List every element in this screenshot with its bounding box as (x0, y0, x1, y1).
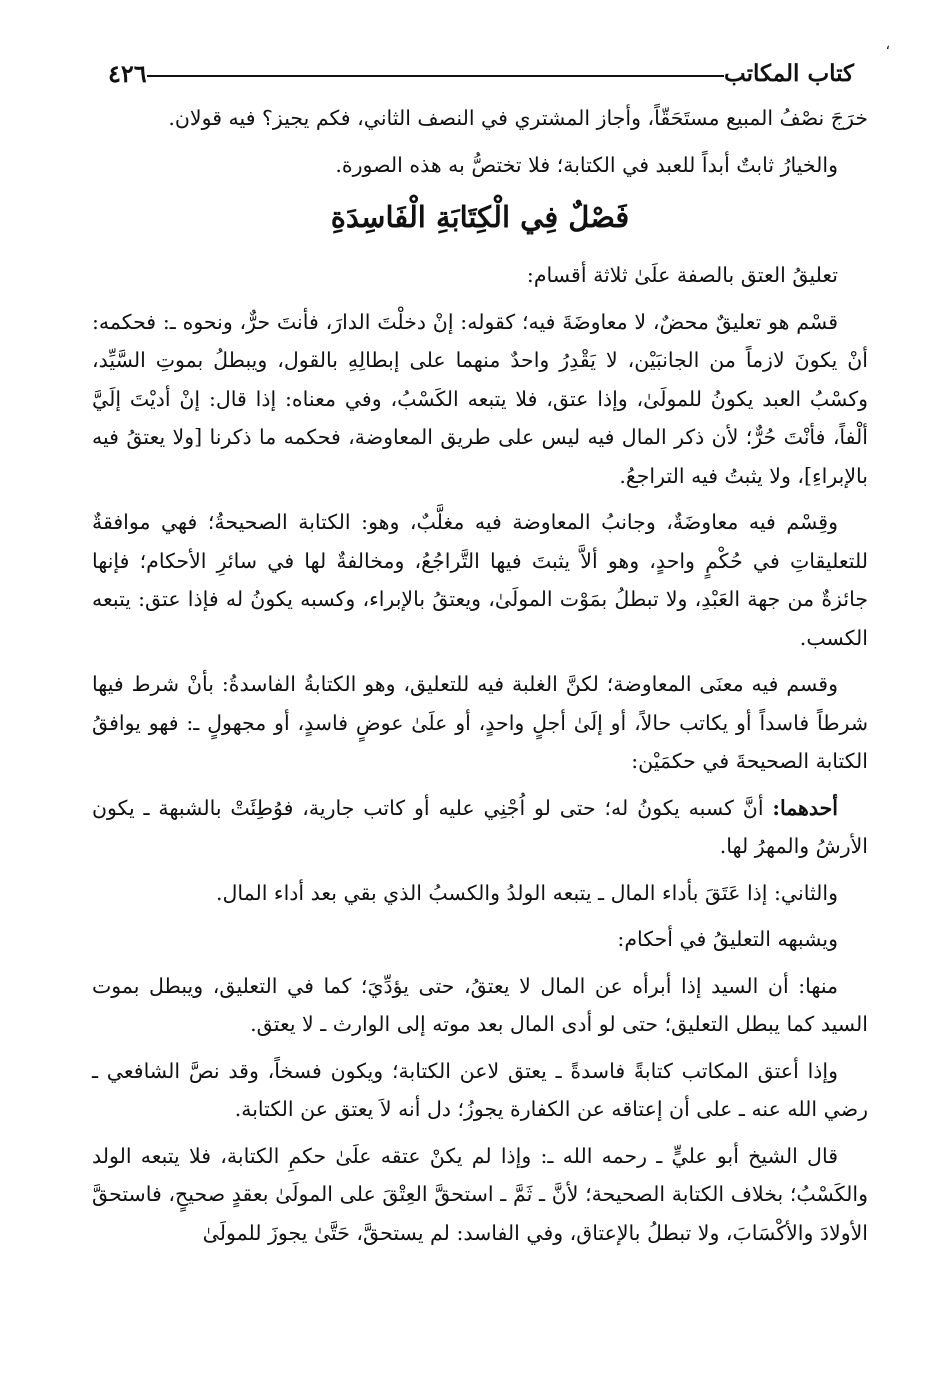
paragraph-11: وإذا أعتق المكاتب كتابةً فاسدةً ـ يعتق لاعن الكتابة؛ ويكون فسخاً، وقد نصَّ الشافعي ـ رضي الله عنه ـ على أن إعتاقه عن الكفارة يجوزُ؛ دل أنه لاَ يعتق عن الكتابة. (92, 1058, 868, 1121)
paragraph-8: والثاني: إذا عَتَقَ بأداء المال ـ يتبعه الولدُ والكسبُ الذي بقي بعد أداء المال. (215, 880, 838, 905)
paragraph-7-lead: أحدهما: (772, 795, 838, 820)
paragraph-12: قال الشيخ أبو عليٍّ ـ رحمه الله ـ: وإذا لم يكنْ عتقه علَىٰ حكمِ الكتابة، فلا يتبعه الولد والكَسْبُ؛ بخلاف الكتابة الصحيحة؛ لأنَّ ـ ثَمَّ ـ استحقَّ العِتْقَ على المولَىٰ بعقدٍ صحيحٍ، فاستحقَّ الأولادَ والأكْسَابَ، ولا تبطلُ بالإعتاق، وفي الفاسد: لم يستحقَّ، حَتَّىٰ يجوزَ للمولَىٰ (92, 1143, 868, 1245)
page-body (92, 99, 868, 1260)
page-number: ٤٢٦ (108, 58, 147, 88)
corner-mark: ، (885, 37, 890, 53)
paragraph-3: تعليقُ العتق بالصفة علَىٰ ثلاثة أقسام: (526, 263, 838, 287)
paragraph-4: قسْم هو تعليقٌ محضٌ، لا معاوضَةَ فيه؛ كقوله: إنْ دخلْتَ الدارَ، فأنتَ حرٌّ، ونحوه ـ: فحكمه: أنْ يكونَ لازماً من الجانبَيْن، لا يَقْدِرُ واحدٌ منهما على إبطالِهِ بالقول، ويبطلُ بموتِ السَّيِّد، وكسْبُ العبد يكونُ للمولَىٰ، وإذا عتق، فلا يتبعه الكَسْبُ، وفي معناه: إذا قال: إنْ أديْتَ إلَيَّ ألْفاً، فأنْتَ حُرٌّ؛ لأن ذكر المال فيه ليس على طريق المعاوضة، فحكمه ما ذكرنا [ولا يعتقُ فيه بالإبراءِ]، ولا يثبتُ فيه التراجعُ. (92, 309, 868, 488)
paragraph-7-text: أنَّ كسبه يكونُ له؛ حتى لو اُجْنِي عليه أو كاتب جارية، فوُطِئَتْ بالشبهة ـ يكون الأرشُ والمهرُ لها. (92, 795, 868, 858)
header-rule (147, 75, 724, 77)
paragraph-2: والخيارُ ثابتٌ أبداً للعبد في الكتابة؛ فلا تختصُّ به هذه الصورة. (335, 152, 838, 177)
running-title: كتاب المكاتب (724, 59, 854, 87)
paragraph-1: خرَجَ نصْفُ المبيع مستَحَقّاً، وأجاز المشتري في النصف الثاني، فكم يجيز؟ فيه قولان. (168, 106, 868, 130)
paragraph-5: وقِسْم فيه معاوضَةٌ، وجانبُ المعاوضة فيه مغلَّبٌ، وهو: الكتابة الصحيحةُ؛ فهي موافقةٌ للتعليقاتِ في حُكْمٍ واحدٍ، وهو ألاَّ يثبتَ فيها التَّراجُعُ، ومخالفةٌ لها في سائرِ الأحكام؛ فإنها جائزةٌ من جهة العَبْدِ، ولا تبطلُ بمَوْت المولَىٰ، ويعتقُ بالإبراء، وكسبه يكونُ له فإذا عتق: يتبعه الكسب. (92, 510, 868, 650)
paragraph-6: وقسم فيه معنَى المعاوضة؛ لكنَّ الغلبة فيه للتعليق، وهو الكتابةُ الفاسدةُ: بأنْ شرط فيها شرطاً فاسداً أو يكاتب حالاً، أو إلَىٰ أجلٍ واحدٍ، أو علَىٰ عوضٍ فاسدٍ، أو مجهولٍ ـ: فهو يوافقُ الكتابة الصحيحةَ في حكمَيْن: (92, 672, 868, 773)
paragraph-10: منها: أن السيد إذا أبرأه عن المال لا يعتقُ، حتى يؤدِّيَ؛ كما في التعليق، ويبطل بموت السيد كما يبطل التعليق؛ حتى لو أدى المال بعد موته إلى الوارث ـ لا يعتق. (92, 973, 868, 1036)
paragraph-7 (92, 789, 868, 866)
paragraph-9: ويشبهه التعليقُ في أحكام: (617, 927, 838, 951)
section-title: فَصْلٌ فِي الْكِتَابَةِ الْفَاسِدَةِ (330, 200, 630, 234)
page-header (92, 58, 868, 88)
